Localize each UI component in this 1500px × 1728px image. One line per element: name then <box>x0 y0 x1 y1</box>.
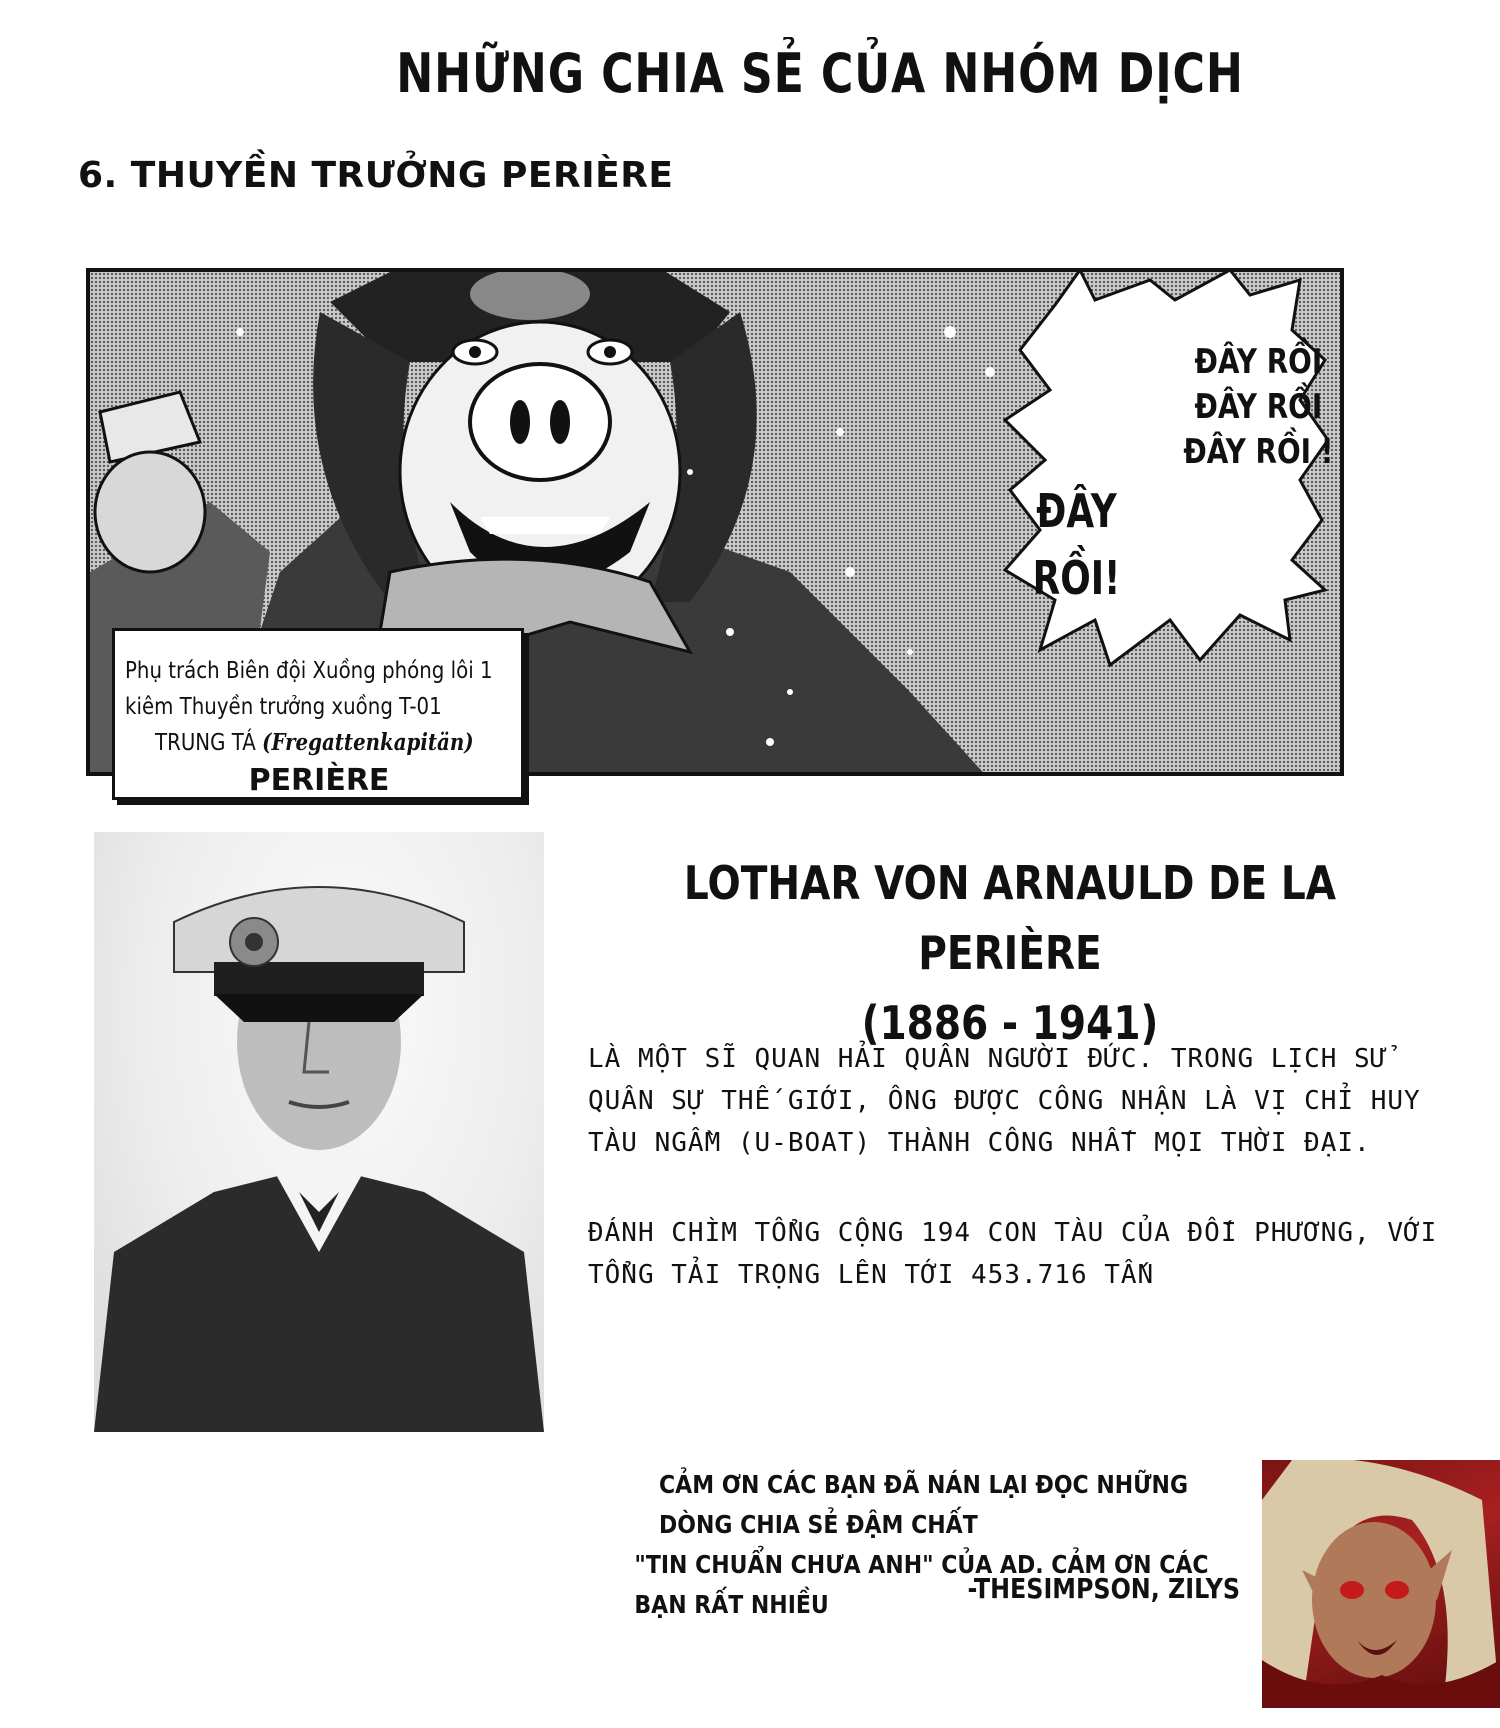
bio-full-name: LOTHAR VON ARNAULD DE LA PERIÈRE <box>683 856 1337 980</box>
thanks-line: "TIN CHUẨN CHƯA ANH" CỦA AD. CẢM ƠN CÁC BẠN RẤT NHIỀU <box>634 1550 1209 1619</box>
caption-role-line: Phụ trách Biên đội Xuồng phóng lôi 1 <box>125 658 493 684</box>
bubble-right-line: ĐÂY RỒI <box>1194 342 1323 382</box>
section-heading: 6. THUYỀN TRƯỞNG PERIÈRE <box>78 155 674 196</box>
bubble-left-line: ĐÂY <box>1036 484 1117 538</box>
caption-name: PERIÈRE <box>248 763 390 798</box>
character-caption <box>112 628 524 800</box>
bio-heading <box>628 848 1393 1058</box>
bubble-text-right <box>1160 340 1357 475</box>
bubble-right-line: ĐÂY RỒI ! <box>1183 431 1334 472</box>
caption-role-line: kiêm Thuyền trưởng xuồng T-01 <box>125 694 442 720</box>
bio-paragraph: LÀ MỘT SĨ QUAN HẢI QUÂN NGƯỜI ĐỨC. TRONG LỊCH SỬ QUÂN SỰ THẾ GIỚI, ÔNG ĐƯỢC CÔNG NHẬN LÀ VỊ CHỈ HUY TÀU NGẦM (U-BOAT) THÀNH CÔNG NHẤT MỌI THỜI ĐẠI. <box>588 1044 1421 1158</box>
bio-years: (1886 - 1941) <box>861 996 1159 1050</box>
caption-rank-de: (Fregattenkapitän) <box>262 729 474 756</box>
bio-paragraph: ĐÁNH CHÌM TỔNG CỘNG 194 CON TÀU CỦA ĐỐI PHƯƠNG, VỚI TỔNG TẢI TRỌNG LÊN TỚI 453.716 TẤN <box>588 1218 1438 1290</box>
bubble-text-left <box>1018 478 1135 611</box>
page-title: NHỮNG CHIA SẺ CỦA NHÓM DỊCH <box>396 42 1244 105</box>
caption-rank-vi: TRUNG TÁ <box>155 730 256 756</box>
thanks-line: CẢM ƠN CÁC BẠN ĐÃ NÁN LẠI ĐỌC NHỮNG DÒNG CHIA SẺ ĐẬM CHẤT <box>659 1470 1189 1539</box>
avatar <box>1262 1460 1500 1708</box>
portrait-photo <box>94 832 544 1432</box>
bubble-right-line: ĐÂY RỒI <box>1194 386 1323 427</box>
caption-rank <box>155 725 474 761</box>
signature: -THESIMPSON, ZILYS <box>967 1572 1240 1605</box>
bubble-left-line: RỒI! <box>1032 550 1121 605</box>
